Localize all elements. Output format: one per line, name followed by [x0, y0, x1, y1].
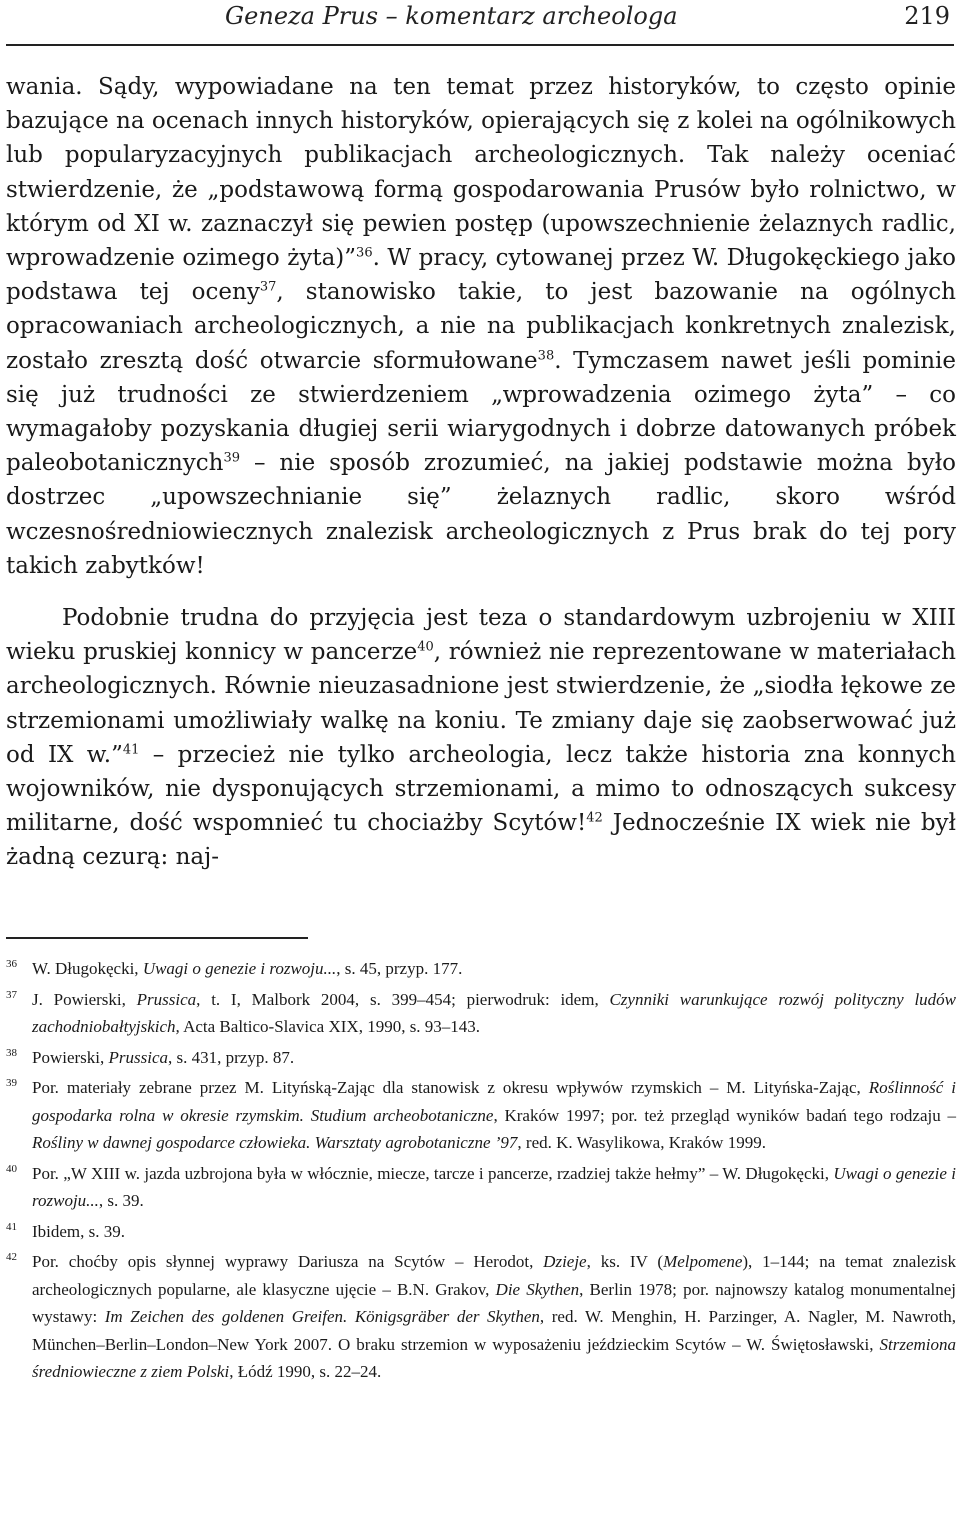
- footnote-title: Die Skythen: [495, 1279, 580, 1299]
- footnote-ref-40[interactable]: 40: [417, 639, 434, 655]
- footnote-39: [6, 1074, 956, 1157]
- footnote-text: , Łódź 1990, s. 22–24.: [229, 1362, 382, 1381]
- footnote-number: 39: [6, 1077, 17, 1089]
- footnote-title: Melpomene: [663, 1252, 743, 1271]
- footnotes: [6, 955, 956, 1389]
- footnote-text: W. Długokęcki,: [32, 959, 143, 978]
- footnote-text: , ks. IV (: [586, 1252, 664, 1271]
- footnote-text: , Berlin 1978; por. najnowszy katalog monumentalnej wystawy:: [32, 1279, 957, 1326]
- footnote-title: Uwagi o genezie i rozwoju...: [142, 959, 337, 978]
- paragraph-1: [6, 70, 956, 583]
- main-text: [6, 70, 956, 875]
- footnote-text: , s. 45, przyp. 177.: [336, 959, 463, 978]
- text-run: – przecież nie tylko archeologia, lecz także historia zna konnych wojowników, nie dysponujących strzemionami, a mimo to odnoszących sukcesy militarne, dość wspomnieć tu chociażby Scytów!: [6, 741, 956, 837]
- footnote-number: 40: [6, 1162, 17, 1175]
- footnote-text: ), 1–144; na temat znalezisk archeologicznych popularne, ale klasyczne ujęcie – B.N. Grakov,: [32, 1252, 956, 1299]
- footnote-number: 42: [6, 1251, 17, 1263]
- paragraph-2: [6, 601, 956, 875]
- footnote-36: [6, 955, 956, 983]
- footnote-text: , s. 431, przyp. 87.: [168, 1047, 295, 1067]
- footnote-text: , red. W. Menghin, H. Parzinger, A. Nagler, M. Nawroth, München–Berlin–London–New York 2007. O braku strzemion w wyposażeniu jeździeckim Scytów – W. Świętosławski,: [32, 1307, 956, 1354]
- footnote-title: Czynniki warunkujące rozwój polityczny ludów zachodniobałtyjskich,: [32, 989, 957, 1036]
- footnote-title: Uwagi o genezie i rozwoju...: [32, 1163, 956, 1210]
- footnote-ref-38[interactable]: 38: [537, 347, 555, 363]
- footnote-text: Powierski,: [32, 1047, 109, 1067]
- footnote-ref-41[interactable]: 41: [122, 742, 140, 758]
- footnote-ref-42[interactable]: 42: [586, 810, 603, 826]
- footnote-37: [6, 986, 956, 1041]
- footnote-title: Prussica: [136, 989, 197, 1009]
- footnote-text: Por. choćby opis słynnej wyprawy Dariusza na Scytów – Herodot,: [32, 1252, 544, 1271]
- running-title: Geneza Prus – komentarz archeologa: [225, 2, 678, 30]
- footnote-title: Dzieje: [543, 1252, 587, 1271]
- footnote-text: , s. 39.: [98, 1191, 144, 1210]
- footnote-40: [6, 1160, 956, 1215]
- text-run: – nie sposób zrozumieć, na jakiej podstawie można było dostrzec „upowszechnianie się” żelaznych radlic, skoro wśród wczesnośredniowiecznych znalezisk archeologicznych z Prus brak do tej pory takich zabytków!: [6, 450, 956, 579]
- text-run: . W pracy, cytowanej przez W. Długokęckiego jako podstawa tej oceny: [6, 245, 956, 306]
- footnote-text: Por. materiały zebrane przez M. Lityńską-Zając dla stanowisk z okresu wpływów rzymskich – M. Lityńska-Zając,: [32, 1078, 869, 1097]
- footnote-title: Prussica: [108, 1047, 168, 1067]
- footnote-title: Rośliny w dawnej gospodarce człowieka. Warsztaty agrobotaniczne ’97: [32, 1133, 518, 1152]
- text-run: Jednocześnie IX wiek nie był żadną cezurą: naj-: [6, 810, 957, 871]
- footnote-number: 38: [6, 1046, 17, 1059]
- footnote-number: 41: [6, 1220, 17, 1233]
- page-number: 219: [904, 2, 950, 30]
- footnote-text: , Kraków 1997; por. też przegląd wyników badań tego rodzaju –: [493, 1105, 957, 1125]
- footnote-text: , red. K. Wasylikowa, Kraków 1999.: [517, 1133, 766, 1152]
- footnote-38: [6, 1044, 956, 1072]
- footnote-41: [6, 1218, 956, 1246]
- text-run: Podobnie trudna do przyjęcia jest teza o standardowym uzbrojeniu w XIII wieku pruskiej konnicy w pancerze: [6, 605, 956, 666]
- text-run: wania. Sądy, wypowiadane na ten temat przez historyków, to często opinie bazujące na ocenach innych historyków, opierających się z kolei na ogólnikowych lub popularyzacyjnych publikacjach archeologicznych. Tak należy oceniać stwierdzenie, że „podstawową formą gospodarowania Prusów było rolnictwo, w którym od XI w. zaznaczył się pewien postęp (upowszechnienie żelaznych radlic, wprowadzenie ozimego żyta)”: [6, 74, 956, 272]
- footnote-title: Strzemiona średniowieczne z ziem Polski: [32, 1334, 956, 1381]
- footnote-ref-36[interactable]: 36: [356, 245, 373, 261]
- footnote-text: J. Powierski,: [32, 989, 137, 1009]
- footnote-number: 37: [6, 988, 17, 1001]
- footnote-ref-39[interactable]: 39: [223, 450, 240, 466]
- footnote-title: Im Zeichen des goldenen Greifen. Königsgräber der Skythen: [104, 1307, 540, 1326]
- footnote-text: Ibidem, s. 39.: [32, 1221, 126, 1241]
- footnote-ref-37[interactable]: 37: [259, 279, 277, 295]
- footnote-text: Por. „W XIII w. jazda uzbrojona była w włócznie, miecze, tarcze i pancerze, rzadziej także hełmy” – W. Długokęcki,: [32, 1163, 834, 1183]
- footnote-text: Acta Baltico-Slavica XIX, 1990, s. 93–143.: [179, 1017, 481, 1036]
- text-run: . Tymczasem nawet jeśli pominie się już trudności ze stwierdzeniem „wprowadzenia ozimego żyta” – co wymagałoby pozyskania długiej serii wiarygodnych i dobrze datowanych próbek paleobotanicznych: [6, 347, 956, 477]
- header-rule: [6, 44, 954, 46]
- footnote-number: 36: [6, 958, 17, 970]
- running-header: [0, 0, 960, 48]
- text-run: , stanowisko takie, to jest bazowanie na ogólnych opracowaniach archeologicznych, a nie na publikacjach konkretnych znalezisk, zostało zresztą dość otwarcie sformułowane: [6, 279, 956, 374]
- text-run: , również nie reprezentowane w materiałach archeologicznych. Równie nieuzasadnione jest stwierdzenie, że „siodła łękowe ze strzemionami umożliwiały walkę na koniu. Te zmiany daje się zaobserwować już od IX w.”: [6, 639, 956, 768]
- footnote-separator: [6, 937, 308, 939]
- footnote-text: , t. I, Malbork 2004, s. 399–454; pierwodruk: idem,: [196, 989, 610, 1009]
- footnote-42: [6, 1248, 956, 1386]
- footnote-title: Roślinność i gospodarka rolna w okresie rzymskim. Studium archeobotaniczne: [32, 1078, 956, 1125]
